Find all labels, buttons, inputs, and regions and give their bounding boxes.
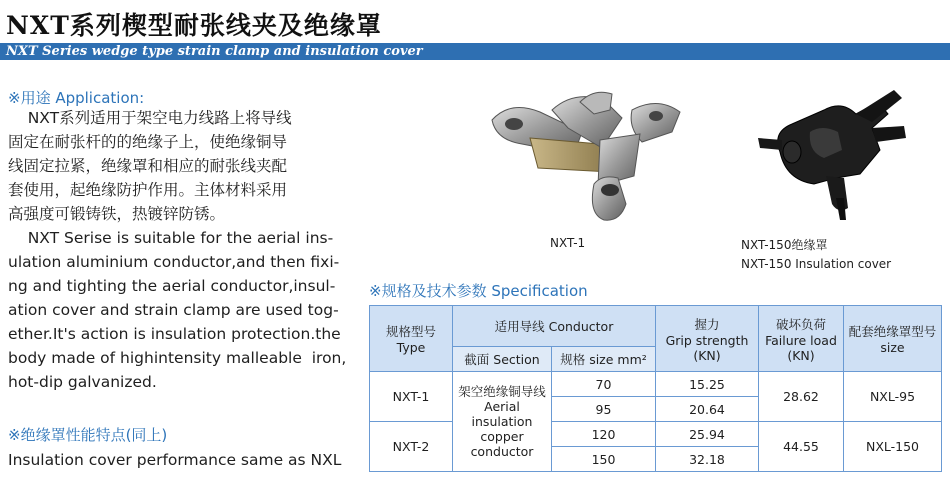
clamp-caption: NXT-1 — [550, 236, 586, 250]
spec-table — [369, 305, 942, 472]
size-cell: 150 — [552, 447, 656, 472]
col-size-header: 规格 size mm² — [552, 347, 656, 372]
type-header-cn: 规格型号 — [385, 324, 436, 339]
col-conductor-header: 适用导线 Conductor — [453, 306, 656, 347]
cover-heading: ※绝缘罩性能特点(同上) — [8, 426, 168, 444]
type-header-en: Type — [396, 340, 426, 355]
col-failure-header — [759, 306, 844, 372]
application-line: 套使用，起绝缘防护作用。主体材料采用 — [8, 181, 288, 199]
spec-heading: ※规格及技术参数 Specification — [369, 282, 588, 300]
section-cell — [453, 372, 552, 472]
application-line: ation cover and strain clamp are used tog- — [8, 301, 339, 319]
failure-header-cn: 破坏负荷 — [775, 316, 826, 332]
application-paragraph — [8, 106, 346, 394]
application-line: 高强度可锻铸铁，热镀锌防锈。 — [8, 205, 226, 223]
cover-model-cell: NXL-150 — [844, 422, 942, 472]
application-line: NXT系列适用于架空电力线路上将导线 — [8, 109, 292, 127]
cover-caption-en: NXT-150 Insulation cover — [741, 257, 892, 271]
strain-clamp-image — [482, 88, 697, 228]
size-cell: 70 — [552, 372, 656, 397]
grip-cell: 32.18 — [656, 447, 759, 472]
application-line: 固定在耐张杆的的绝缘子上，使绝缘铜导 — [8, 133, 288, 151]
size-cell: 120 — [552, 422, 656, 447]
col-grip-header — [656, 306, 759, 372]
application-heading: ※用途 Application: — [8, 89, 145, 107]
cover-caption-cn: NXT-150绝缘罩 — [741, 238, 828, 252]
cover-model-cell: NXL-95 — [844, 372, 942, 422]
subtitle-text: NXT Series wedge type strain clamp and insulation cover — [6, 44, 423, 59]
grip-header-en: Grip strength — [665, 332, 749, 348]
size-cell: 95 — [552, 397, 656, 422]
application-line: ng and tighting the aerial conductor,insul- — [8, 277, 336, 295]
section-text-cn: 架空绝缘铜导线 — [458, 384, 546, 399]
col-section-header: 截面 Section — [453, 347, 552, 372]
cover-header-cn: 配套绝缘罩型号 — [848, 324, 937, 339]
application-line: 线固定拉紧，绝缘罩和相应的耐张线夹配 — [8, 157, 288, 175]
application-line: NXT Serise is suitable for the aerial ins- — [8, 229, 334, 247]
grip-header-cn: 握力 — [694, 316, 720, 332]
row-type-cell: NXT-2 — [370, 422, 453, 472]
cover-header-en: size — [880, 340, 905, 355]
insulation-cover-image — [752, 80, 912, 220]
grip-cell: 25.94 — [656, 422, 759, 447]
section-text-en-3: conductor — [470, 444, 534, 459]
grip-cell: 15.25 — [656, 372, 759, 397]
failure-cell: 28.62 — [759, 372, 844, 422]
grip-cell: 20.64 — [656, 397, 759, 422]
section-text-en-1: Aerial insulation — [471, 399, 533, 429]
page-title: NXT系列楔型耐张线夹及绝缘罩 — [6, 11, 382, 40]
application-line: ether.It's action is insulation protection.the — [8, 325, 341, 343]
row-type-cell: NXT-1 — [370, 372, 453, 422]
failure-cell: 44.55 — [759, 422, 844, 472]
cover-text: Insulation cover performance same as NXL — [8, 451, 342, 469]
application-line: ulation aluminium conductor,and then fixi- — [8, 253, 340, 271]
application-line: body made of highintensity malleable iron, — [8, 349, 347, 367]
col-type-header — [370, 306, 453, 372]
section-text-en-2: copper — [480, 429, 524, 444]
col-cover-header — [844, 306, 942, 372]
application-line: hot-dip galvanized. — [8, 373, 157, 391]
grip-header-unit: (KN) — [693, 347, 721, 363]
failure-header-en: Failure load — [765, 332, 837, 348]
failure-header-unit: (KN) — [787, 347, 815, 363]
subtitle-banner — [0, 43, 950, 60]
